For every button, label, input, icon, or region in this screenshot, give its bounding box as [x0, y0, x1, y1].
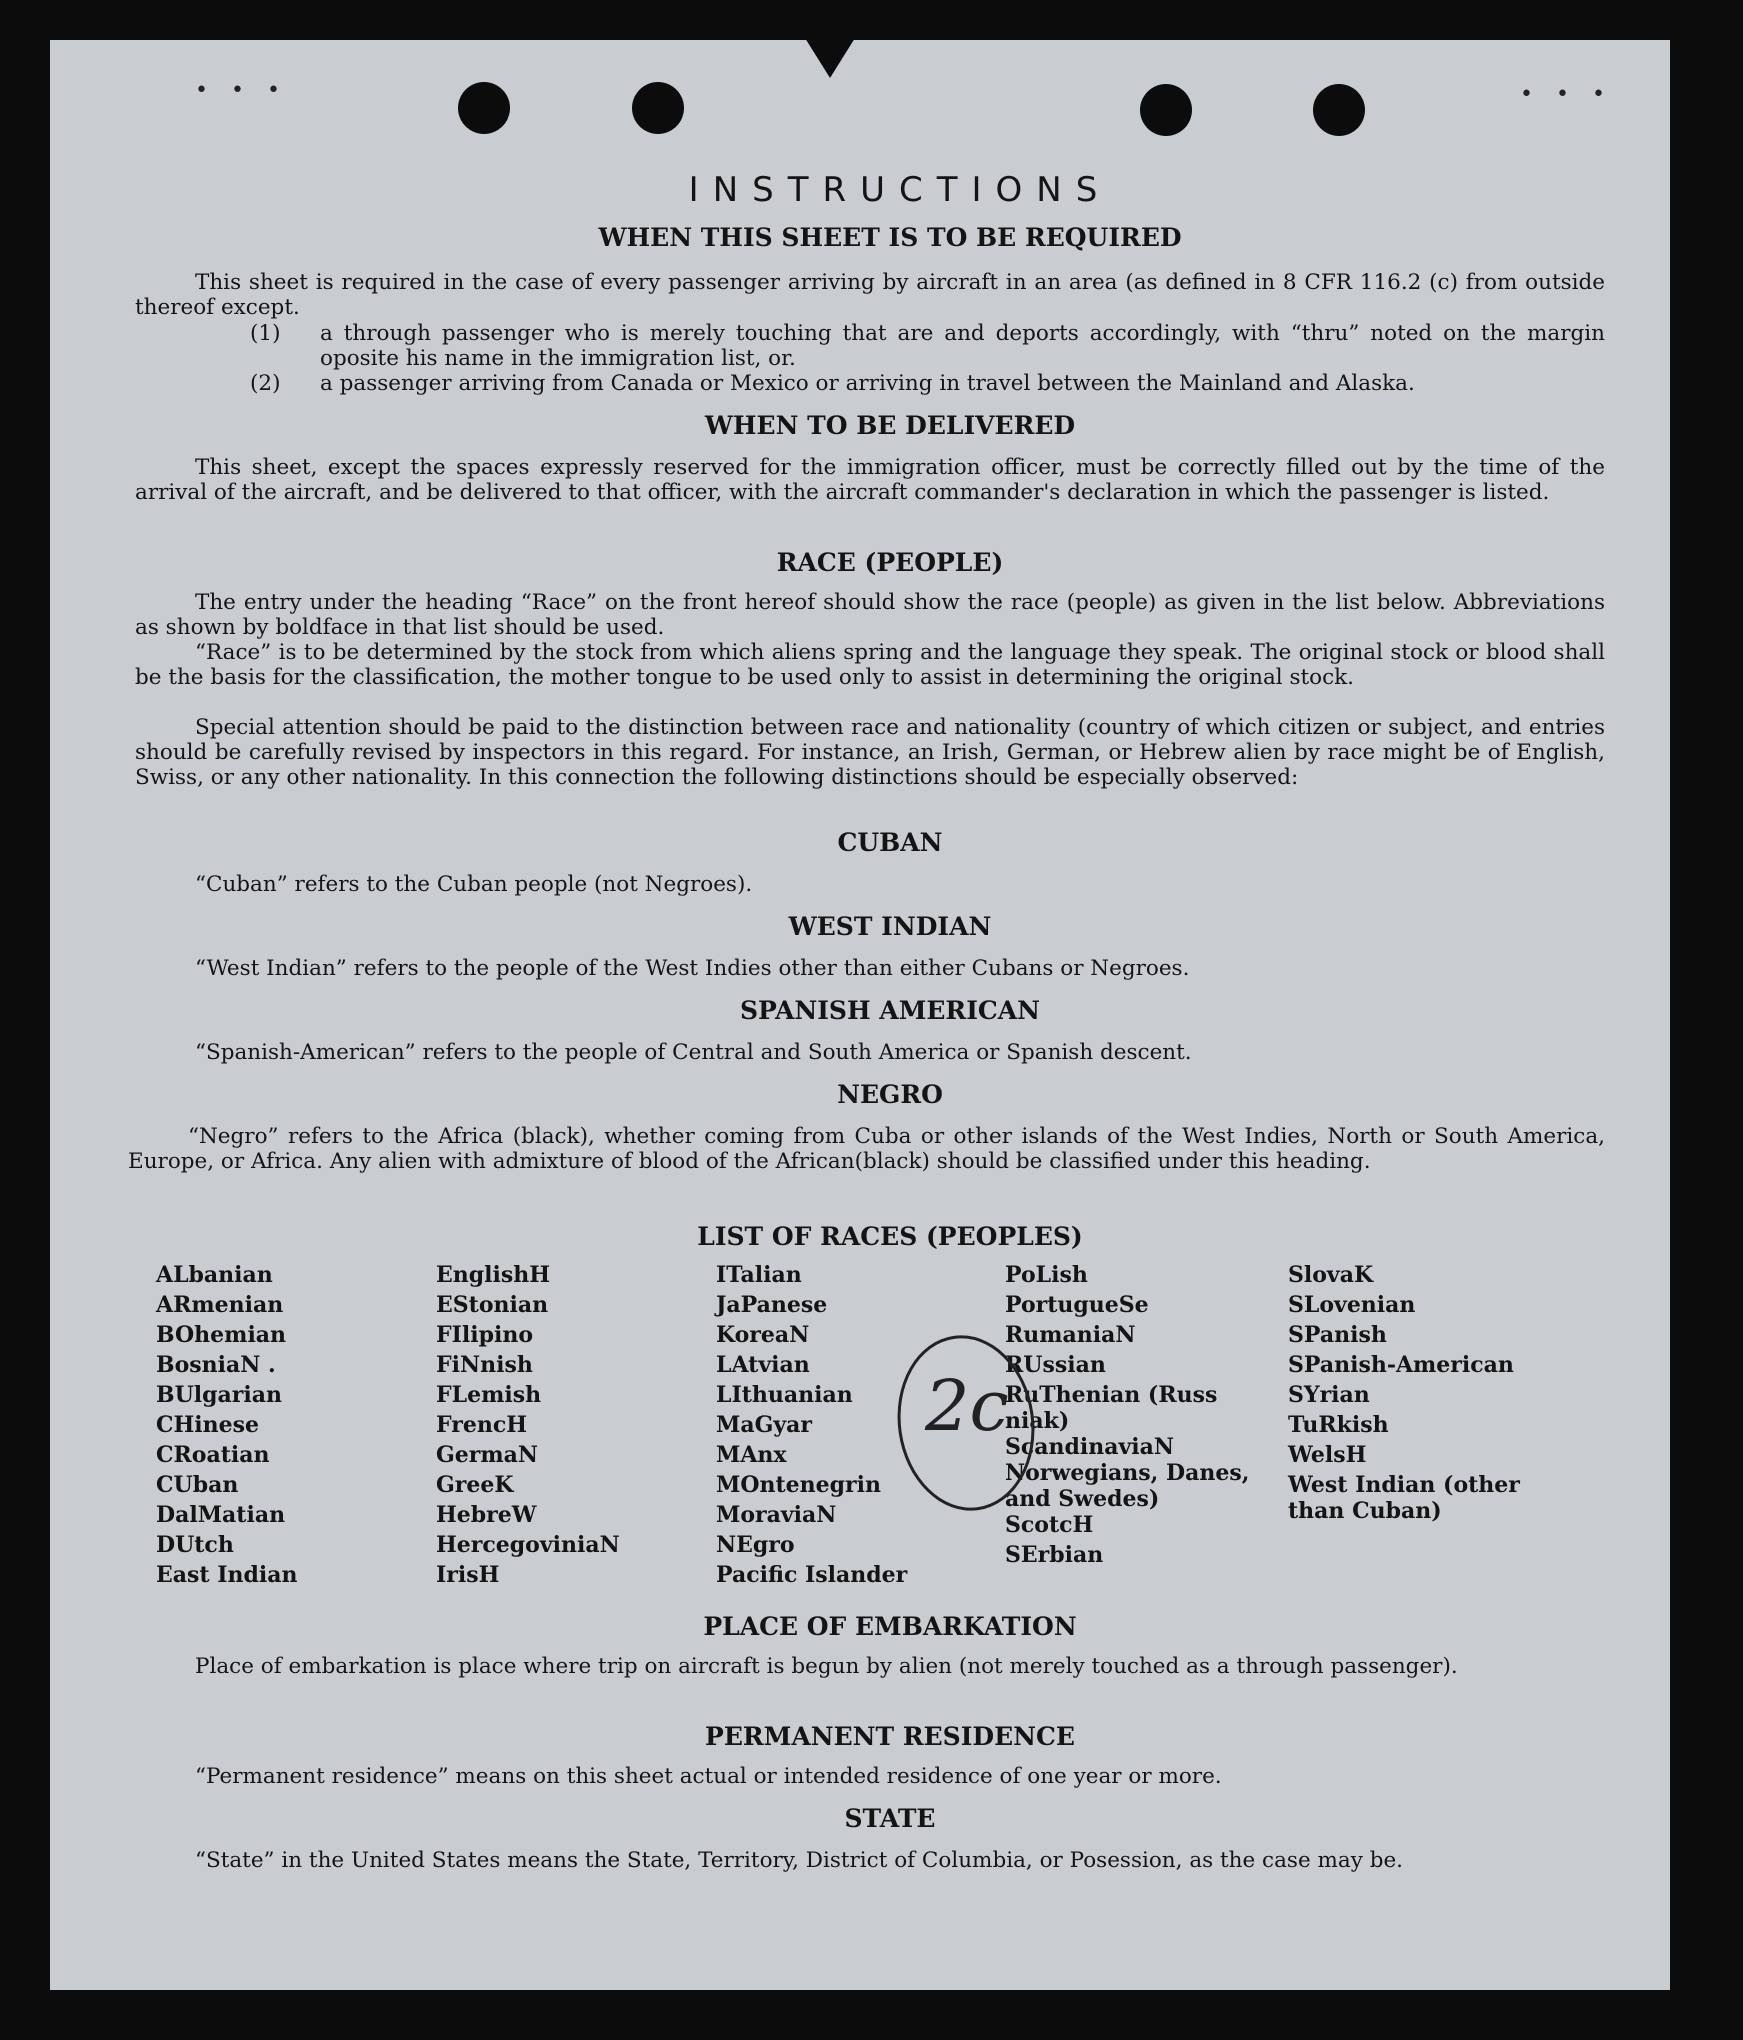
race-item: LAtvian	[716, 1352, 810, 1378]
punch-hole	[1140, 84, 1192, 136]
heading-permanent-residence: PERMANENT RESIDENCE	[705, 1722, 1075, 1751]
document-page	[50, 40, 1670, 1990]
race-paragraph: “Race” is to be determined by the stock from which aliens spring and the language they speak. The original stock or blood shall be the basis for the classification, the mother tongue to be used only to assist in determining the original stock.	[135, 640, 1605, 690]
cuban-text: “Cuban” refers to the Cuban people (not Negroes).	[195, 872, 753, 897]
when-delivered-text: This sheet, except the spaces expressly reserved for the immigration officer, must be correctly filled out by the time of the arrival of the aircraft, and be delivered to that officer, with the aircraft commander's declaration in which the passenger is listed.	[135, 455, 1605, 505]
race-item: GreeK	[436, 1472, 514, 1498]
race-item: Pacific Islander	[716, 1562, 908, 1588]
race-item: East Indian	[156, 1562, 298, 1588]
race-item: BUlgarian	[156, 1382, 282, 1408]
races-column-5	[1288, 1262, 1538, 1524]
race-item: EStonian	[436, 1292, 549, 1318]
race-item: SLovenian	[1288, 1292, 1416, 1318]
race-item: FIlipino	[436, 1322, 534, 1348]
race-item: SErbian	[1005, 1542, 1104, 1568]
race-item: LIthuanian	[716, 1382, 853, 1408]
punch-hole	[458, 82, 510, 134]
races-column-3	[716, 1262, 907, 1592]
race-item: ScandinaviaN Norwegians, Danes, and Swedes)	[1005, 1434, 1250, 1512]
speck-marks: • • •	[1520, 82, 1613, 107]
speck-marks: • • •	[195, 78, 288, 103]
heading-state: STATE	[844, 1804, 936, 1833]
race-item: HebreW	[436, 1502, 537, 1528]
race-item: FLemish	[436, 1382, 542, 1408]
race-item: MOntenegrin	[716, 1472, 881, 1498]
heading-list-of-races: LIST OF RACES (PEOPLES)	[697, 1222, 1083, 1251]
race-item: West Indian (other than Cuban)	[1288, 1472, 1520, 1524]
race-item: PoLish	[1005, 1262, 1088, 1288]
races-column-2	[436, 1262, 620, 1592]
embarkation-text: Place of embarkation is place where trip on aircraft is begun by alien (not merely touched as a through passenger).	[195, 1654, 1458, 1679]
punch-hole	[632, 82, 684, 134]
heading-when-required: WHEN THIS SHEET IS TO BE REQUIRED	[598, 223, 1182, 252]
race-item: BOhemian	[156, 1322, 287, 1348]
heading-cuban: CUBAN	[837, 828, 943, 857]
race-item: FiNnish	[436, 1352, 533, 1378]
page-notch	[805, 38, 855, 78]
race-item: NEgro	[716, 1532, 795, 1558]
races-column-1	[156, 1262, 298, 1592]
race-paragraph: The entry under the heading “Race” on the front hereof should show the race (people) as given in the list below. Abbreviations as shown by boldface in that list should be used.	[135, 590, 1605, 640]
race-item: BosniaN .	[156, 1352, 276, 1378]
race-item: ScotcH	[1005, 1512, 1094, 1538]
item-text: a passenger arriving from Canada or Mexico or arriving in travel between the Mainland and Alaska.	[320, 371, 1415, 396]
race-item: CUban	[156, 1472, 239, 1498]
race-item: ITalian	[716, 1262, 802, 1288]
spanish-american-text: “Spanish-American” refers to the people of Central and South America or Spanish descent.	[195, 1040, 1192, 1065]
when-required-intro: This sheet is required in the case of every passenger arriving by aircraft in an area (as defined in 8 CFR 116.2 (c) from outside thereof except.	[135, 270, 1605, 320]
race-item: SlovaK	[1288, 1262, 1374, 1288]
race-item: CHinese	[156, 1412, 260, 1438]
item-number: (1)	[250, 321, 281, 346]
race-item: EnglishH	[436, 1262, 551, 1288]
race-item: GermaN	[436, 1442, 539, 1468]
punch-hole	[1313, 84, 1365, 136]
negro-text: “Negro” refers to the Africa (black), whether coming from Cuba or other islands of the West Indies, North or South America, Europe, or Africa. Any alien with admixture of blood of the African(black) should be classified under this heading.	[128, 1124, 1605, 1174]
race-item: MaGyar	[716, 1412, 813, 1438]
race-item: DalMatian	[156, 1502, 286, 1528]
page-title: INSTRUCTIONS	[688, 170, 1112, 210]
race-item: HercegoviniaN	[436, 1532, 620, 1558]
race-item: ALbanian	[156, 1262, 273, 1288]
race-item: FrencH	[436, 1412, 527, 1438]
item-text: a through passenger who is merely touching that are and deports accordingly, with “thru” noted on the margin oposite his name in the immigration list, or.	[320, 321, 1605, 371]
heading-negro: NEGRO	[837, 1080, 943, 1109]
race-item: PortugueSe	[1005, 1292, 1149, 1318]
race-item: IrisH	[436, 1562, 500, 1588]
race-item: CRoatian	[156, 1442, 270, 1468]
race-item: SPanish-American	[1288, 1352, 1514, 1378]
race-item: JaPanese	[716, 1292, 828, 1318]
race-item: MoraviaN	[716, 1502, 837, 1528]
heading-west-indian: WEST INDIAN	[788, 912, 992, 941]
race-item: TuRkish	[1288, 1412, 1389, 1438]
heading-race: RACE (PEOPLE)	[776, 548, 1004, 577]
heading-spanish-american: SPANISH AMERICAN	[739, 996, 1041, 1025]
west-indian-text: “West Indian” refers to the people of the West Indies other than either Cubans or Negroes.	[195, 956, 1190, 981]
race-item: RumaniaN	[1005, 1322, 1136, 1348]
heading-when-delivered: WHEN TO BE DELIVERED	[704, 411, 1076, 440]
handwritten-annotation: 2c	[925, 1365, 1009, 1447]
race-item: DUtch	[156, 1532, 234, 1558]
permanent-residence-text: “Permanent residence” means on this sheet actual or intended residence of one year or more.	[195, 1764, 1222, 1789]
state-text: “State” in the United States means the State, Territory, District of Columbia, or Posession, as the case may be.	[195, 1848, 1404, 1873]
race-item: RUssian	[1005, 1352, 1106, 1378]
races-column-4	[1005, 1262, 1255, 1572]
heading-embarkation: PLACE OF EMBARKATION	[703, 1612, 1077, 1641]
race-paragraph: Special attention should be paid to the distinction between race and nationality (country of which citizen or subject, and entries should be carefully revised by inspectors in this regard. For instance, an Irish, German, or Hebrew alien by race might be of English, Swiss, or any other nationality. In this connection the following distinctions should be especially observed:	[135, 715, 1605, 790]
item-number: (2)	[250, 371, 281, 396]
race-item: MAnx	[716, 1442, 787, 1468]
race-item: SYrian	[1288, 1382, 1370, 1408]
race-item: RuThenian (Russ niak)	[1005, 1382, 1218, 1434]
race-item: ARmenian	[156, 1292, 284, 1318]
race-item: KoreaN	[716, 1322, 810, 1348]
race-item: WelsH	[1288, 1442, 1367, 1468]
race-item: SPanish	[1288, 1322, 1387, 1348]
